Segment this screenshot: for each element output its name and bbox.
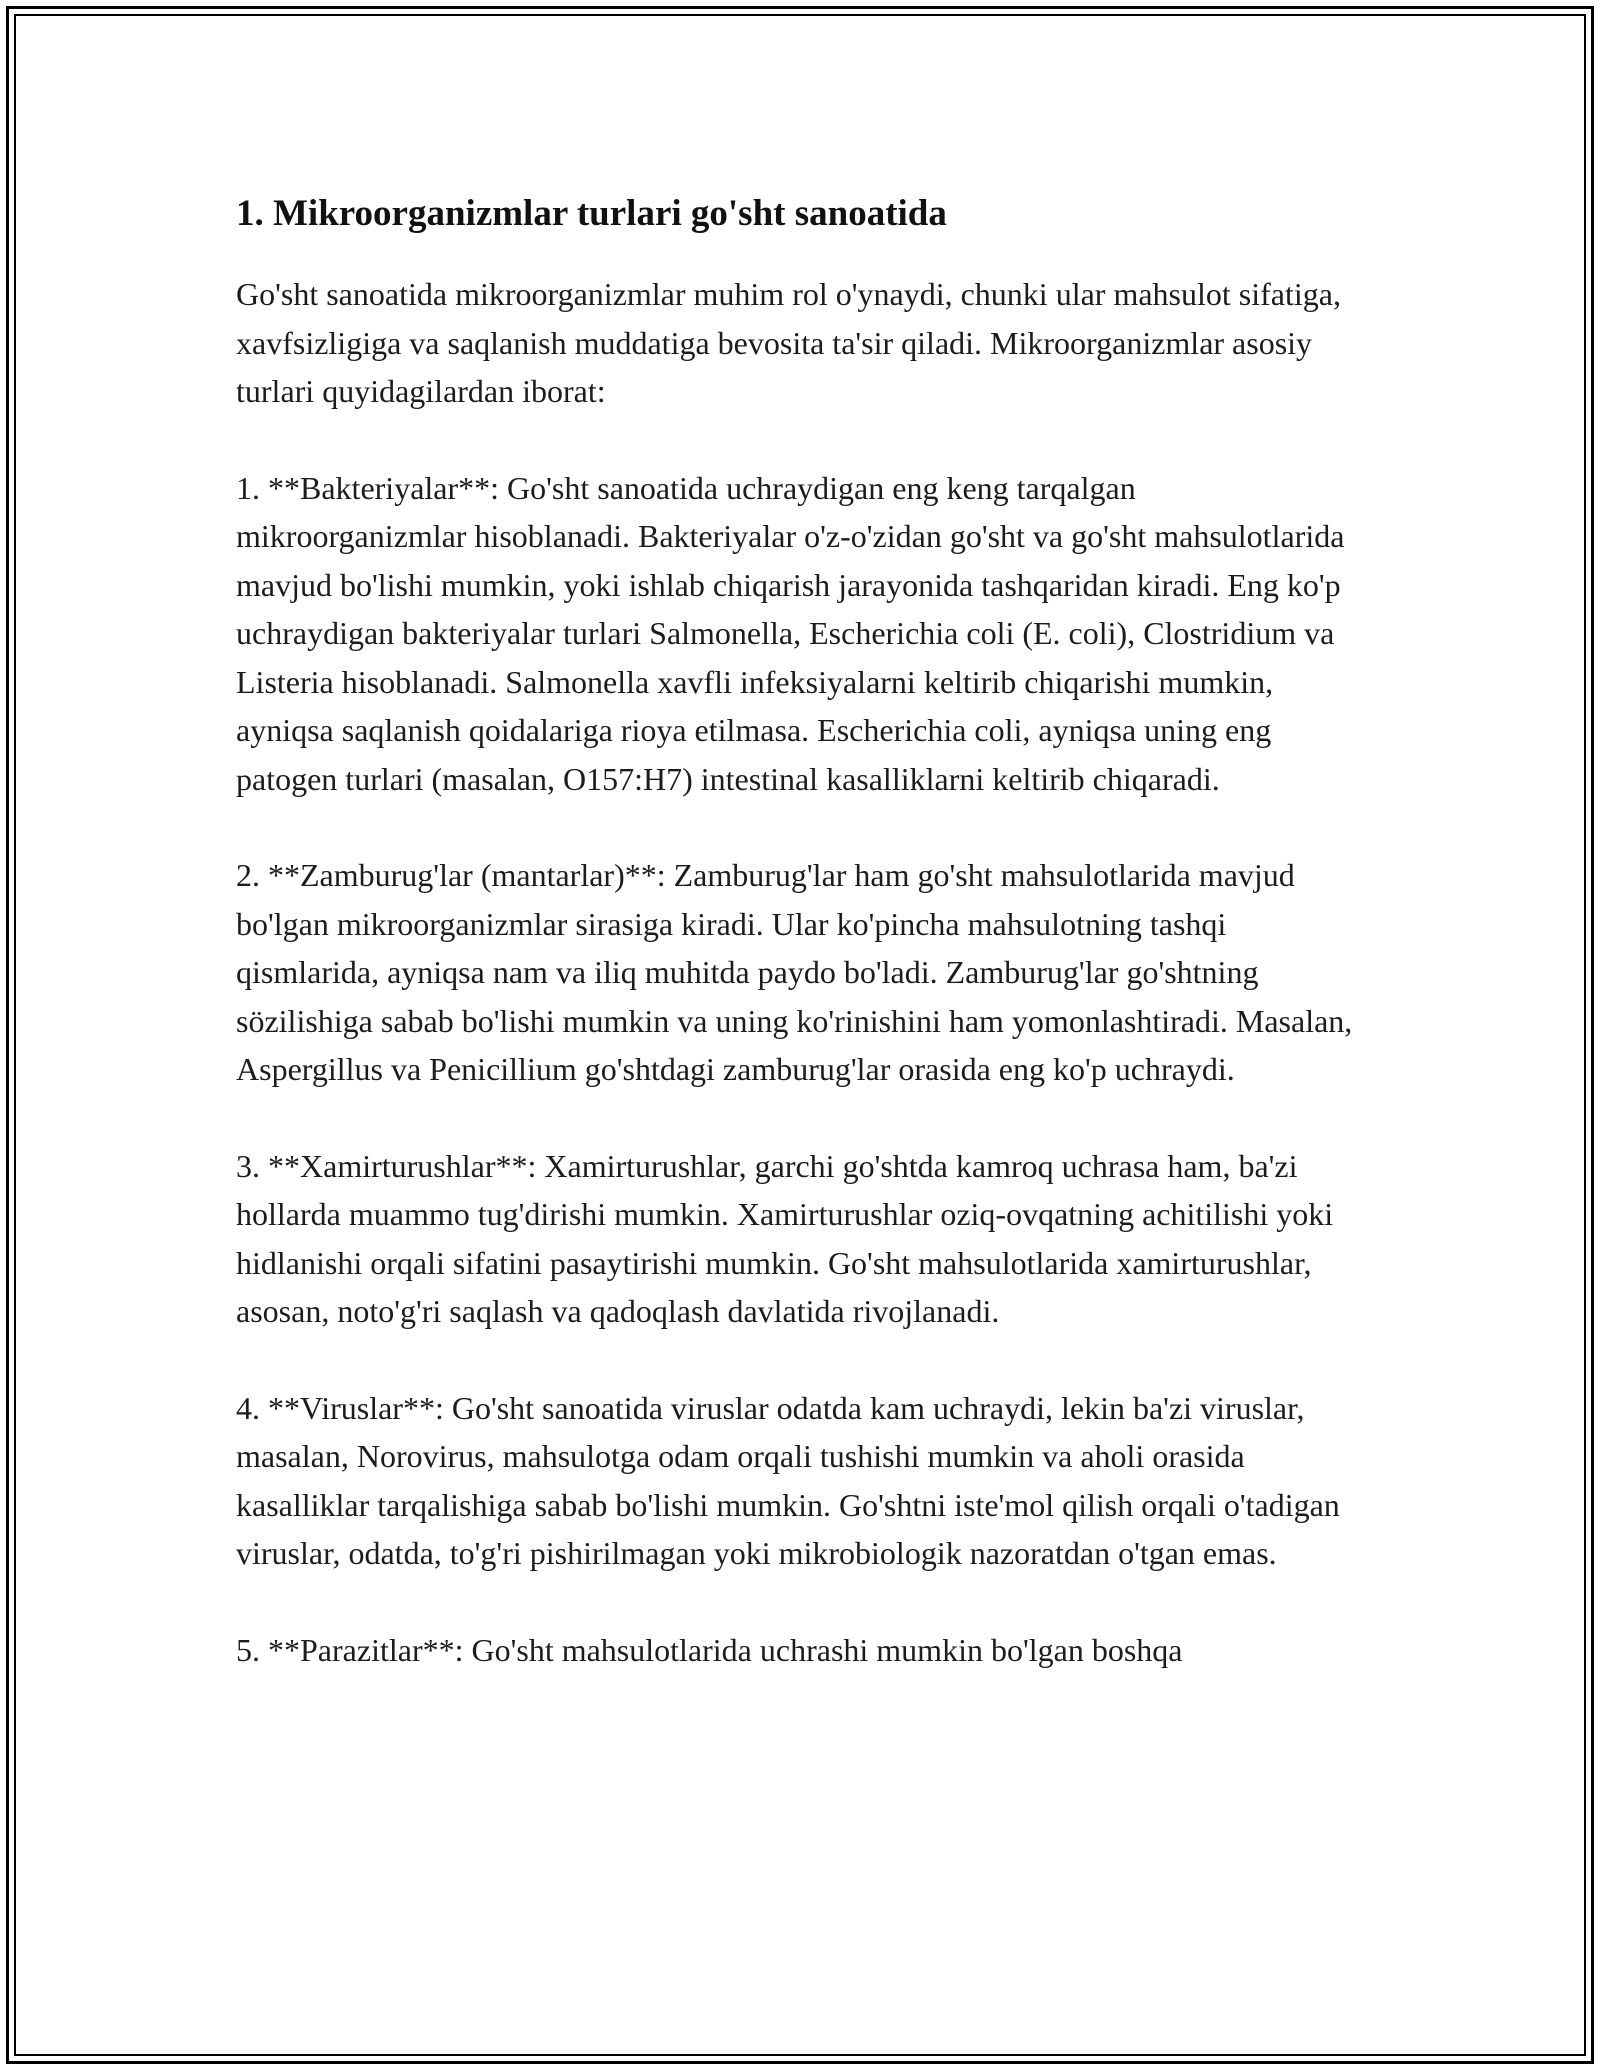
paragraph-bacteria: 1. **Bakteriyalar**: Go'sht sanoatida uchraydigan eng keng tarqalgan mikroorganizmlar hisoblanadi. Bakteriyalar o'z-o'zidan go'sht va go'sht mahsulotlarida mavjud bo'lishi mumkin, yoki ishlab chiqarish jarayonida tashqaridan kiradi. Eng ko'p uchraydigan bakteriyalar turlari Salmonella, Escherichia coli (E. coli), Clostridium va Listeria hisoblanadi. Salmonella xavfli infeksiyalarni keltirib chiqarishi mumkin, ayniqsa saqlanish qoidalariga rioya etilmasa. Escherichia coli, ayniqsa uning eng patogen turlari (masalan, O157:H7) intestinal kasalliklarni keltirib chiqaradi. (236, 469, 1345, 797)
intro-paragraph: Go'sht sanoatida mikroorganizmlar muhim rol o'ynaydi, chunki ular mahsulot sifatiga, xavfsizligiga va saqlanish muddatiga bevosita ta'sir qiladi. Mikroorganizmlar asosiy turlari quyidagilardan iborat: (236, 276, 1341, 409)
section-heading: 1. Mikroorganizmlar turlari go'sht sanoatida (236, 193, 947, 234)
paragraph-yeasts: 3. **Xamirturushlar**: Xamirturushlar, garchi go'shtda kamroq uchrasa ham, ba'zi hollarda muammo tug'dirishi mumkin. Xamirturushlar oziq-ovqatning achitilishi yoki hidlanishi orqali sifatini pasaytirishi mumkin. Go'sht mahsulotlarida xamirturushlar, asosan, noto'g'ri saqlash va qadoqlash davlatida rivojlanadi. (236, 1147, 1334, 1329)
paragraph-parasites: 5. **Parazitlar**: Go'sht mahsulotlarida uchrashi mumkin bo'lgan boshqa (236, 1631, 1183, 1668)
paragraph-fungi: 2. **Zamburug'lar (mantarlar)**: Zamburug'lar ham go'sht mahsulotlarida mavjud bo'lgan mikroorganizmlar sirasiga kiradi. Ular ko'pincha mahsulotning tashqi qismlarida, ayniqsa nam va iliq muhitda paydo bo'ladi. Zamburug'lar go'shtning sözilishiga sabab bo'lishi mumkin va uning ko'rinishini ham yomonlashtiradi. Masalan, Aspergillus va Penicillium go'shtdagi zamburug'lar orasida eng ko'p uchraydi. (236, 857, 1353, 1087)
paragraph-viruses: 4. **Viruslar**: Go'sht sanoatida viruslar odatda kam uchraydi, lekin ba'zi viruslar, masalan, Norovirus, mahsulotga odam orqali tushishi mumkin va aholi orasida kasalliklar tarqalishiga sabab bo'lishi mumkin. Go'shtni iste'mol qilish orqali o'tadigan viruslar, odatda, to'g'ri pishirilmagan yoki mikrobiologik nazoratdan o'tgan emas. (236, 1389, 1340, 1571)
document-body (236, 188, 1366, 1722)
